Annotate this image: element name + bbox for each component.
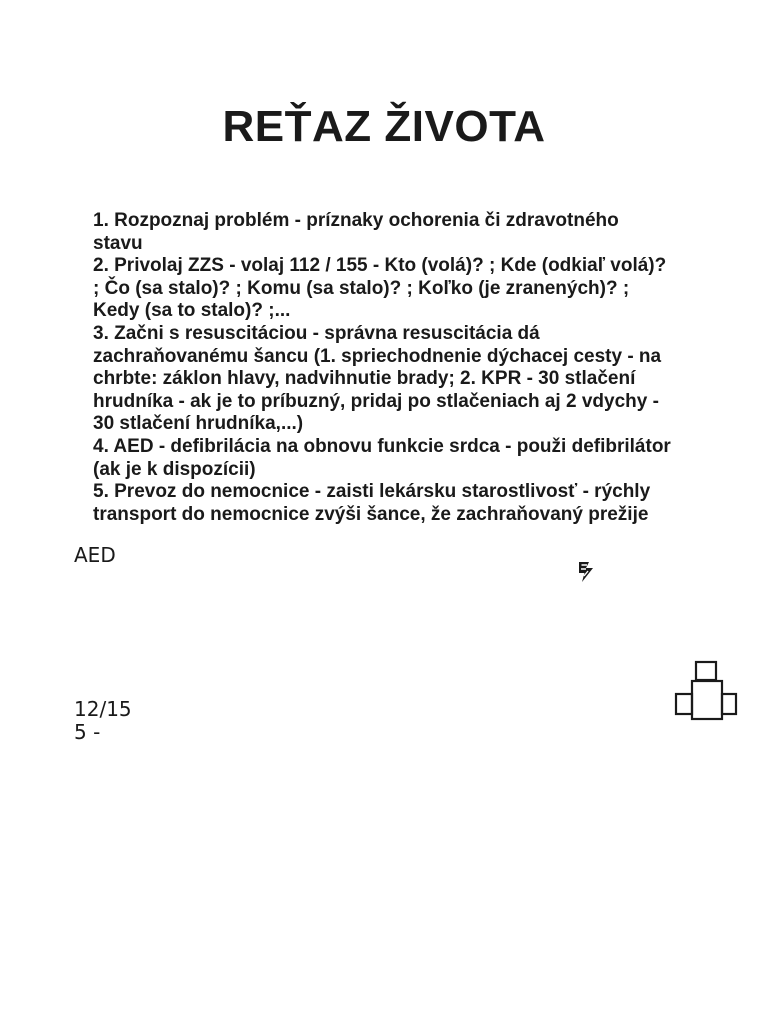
step-1: 1. Rozpoznaj problém - príznaky ochorenia či zdravotného stavu [93,210,619,254]
step-3: 3. Začni s resuscitáciou - správna resuscitácia dá zachraňovanému šancu (1. spriechodnenie dýchacej cesty - na chrbte: záklon hlavy, nadvihnutie brady; 2. KPR - 30 stlačení hrudníka - ak je to príbuzný, pridaj po stlačeniach aj 2 vdychy - 30 stlačení hrudníka,...) [93,322,662,435]
aed-label: AED [74,543,116,567]
step-4: 4. AED - defibrilácia na obnovu funkcie srdca - použi defibrilátor (ak je k dispozícii) [93,435,671,480]
step-5: 5. Prevoz do nemocnice - zaisti lekársku starostlivosť - rýchly transport do nemocnice zvýši šance, že zachraňovaný prežije [93,481,651,525]
building-blocks-icon [674,660,740,727]
step-2: 2. Privolaj ZZS - volaj 112 / 155 - Kto (volá)? ; Kde (odkiaľ volá)? ; Čo (sa stalo)? ; Komu (sa stalo)? ; Koľko (je zranených)? ; Kedy (sa to stalo)? ;... [93,255,667,322]
number-line-1: 12/15 [74,697,132,721]
chain-of-survival-steps [93,210,673,526]
page-title: REŤAZ ŽIVOTA [222,102,546,151]
number-label [74,698,132,744]
lightning-bolt-icon [574,560,598,589]
number-line-2: 5 - [74,720,101,744]
